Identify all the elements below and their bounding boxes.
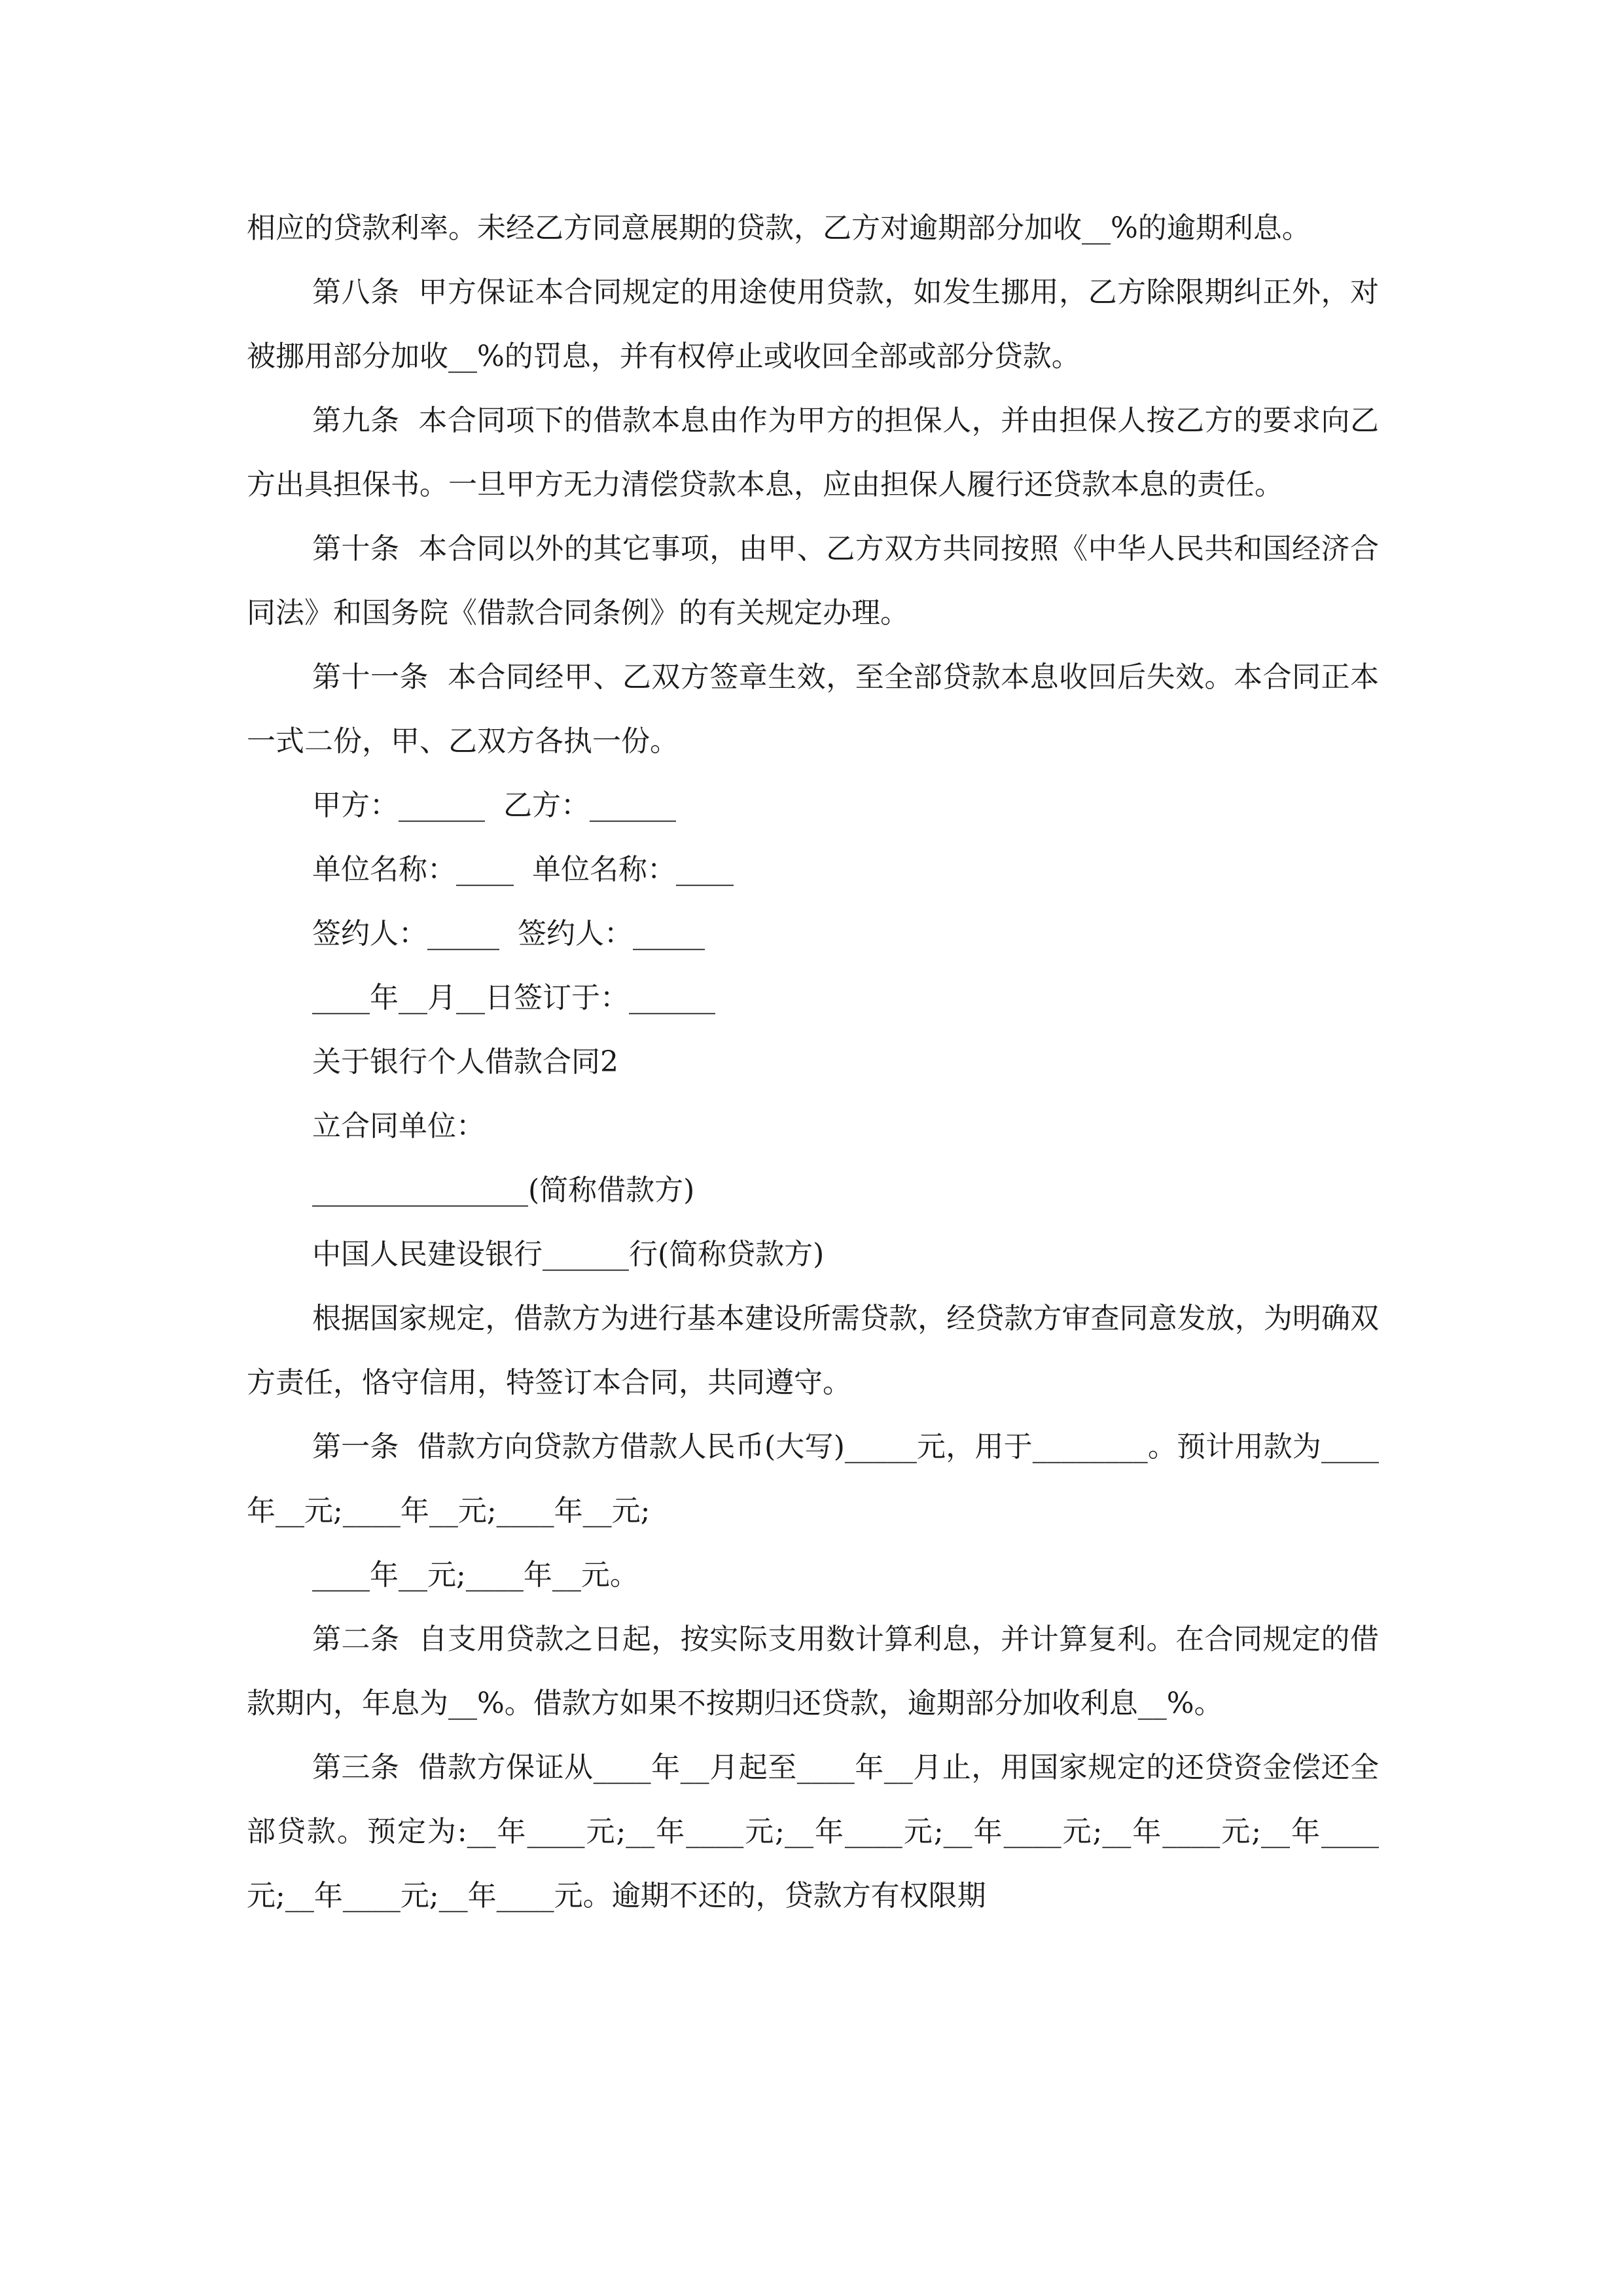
contract-parties-label: 立合同单位： xyxy=(312,1109,485,1143)
paragraph-article-9: 第九条 本合同项下的借款本息由作为甲方的担保人，并由担保人按乙方的要求向乙方出具担保书。一旦甲方无力清偿贷款本息，应由担保人履行还贷款本息的责任。 xyxy=(247,404,1379,501)
paragraph-article-8: 第八条 甲方保证本合同规定的用途使用贷款，如发生挪用，乙方除限期纠正外，对被挪用部分加收__%的罚息，并有权停止或收回全部或部分贷款。 xyxy=(247,276,1379,373)
paragraph-article-1-continued: ____年__元;____年__元。 xyxy=(312,1558,639,1592)
paragraph-preamble: 根据国家规定，借款方为进行基本建设所需贷款，经贷款方审查同意发放，为明确双方责任，恪守信用，特签订本合同，共同遵守。 xyxy=(247,1302,1379,1399)
paragraph-article-3: 第三条 借款方保证从____年__月起至____年__月止，用国家规定的还贷资金偿还全部贷款。预定为:__年____元;__年____元;__年____元;__年____元;__年____元;__年____元;__年____元;__年____元。逾期不还的，贷款方有权限期 xyxy=(247,1751,1379,1912)
borrower-line: _______________(简称借款方) xyxy=(312,1174,695,1207)
paragraph-article-1: 第一条 借款方向贷款方借款人民币(大写)_____元，用于________。预计用款为____年__元;____年__元;____年__元; xyxy=(247,1430,1379,1528)
signature-parties-line: 甲方：______ 乙方：______ xyxy=(312,789,676,822)
signature-unit-name-line: 单位名称：____ 单位名称：____ xyxy=(312,853,734,886)
paragraph-article-11: 第十一条 本合同经甲、乙双方签章生效，至全部贷款本息收回后失效。本合同正本一式二份，甲、乙双方各执一份。 xyxy=(247,660,1379,758)
paragraph-article-10: 第十条 本合同以外的其它事项，由甲、乙方双方共同按照《中华人民共和国经济合同法》和国务院《借款合同条例》的有关规定办理。 xyxy=(247,532,1379,630)
contract-2-title: 关于银行个人借款合同2 xyxy=(312,1045,618,1079)
lender-line: 中国人民建设银行______行(简称贷款方) xyxy=(312,1238,825,1271)
signature-signer-line: 签约人：_____ 签约人：_____ xyxy=(312,917,705,950)
document-body xyxy=(247,196,1379,1928)
paragraph-interest-rate-continuation: 相应的贷款利率。未经乙方同意展期的贷款，乙方对逾期部分加收__%的逾期利息。 xyxy=(247,211,1311,245)
signature-date-line: ____年__月__日签订于：______ xyxy=(312,981,715,1014)
paragraph-article-2: 第二条 自支用贷款之日起，按实际支用数计算利息，并计算复利。在合同规定的借款期内，年息为__%。借款方如果不按期归还贷款，逾期部分加收利息__%。 xyxy=(247,1623,1379,1720)
